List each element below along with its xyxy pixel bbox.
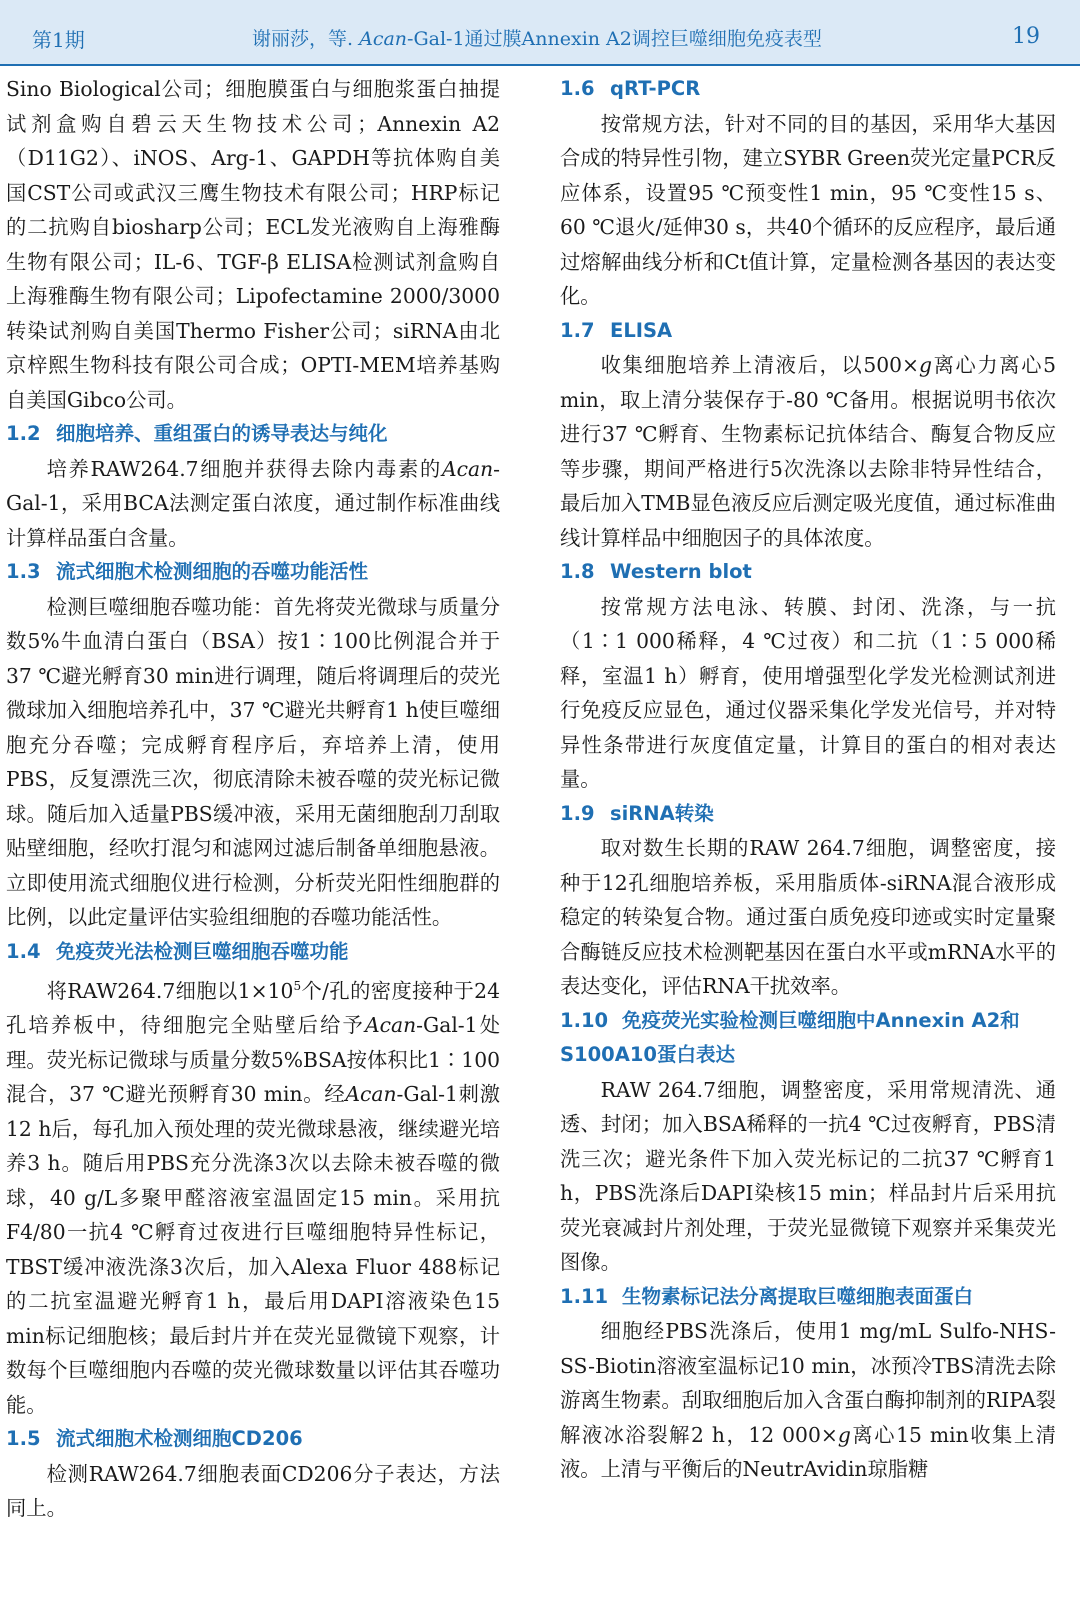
paragraph-1-5: 检测RAW264.7细胞表面CD206分子表达，方法同上。 [6, 1461, 500, 1521]
paragraph-1-7: 收集细胞培养上清液后，以500×g离心力离心5 min，取上清分装保存于-80 ℃备用。根据说明书依次进行37 ℃孵育、生物素标记抗体结合、酶复合物反应等步骤，期间严格进行5次洗涤以去除非特异性结合，最后加入TMB显色液反应后测定吸光度值，通过标准曲线计算样品中细胞因子的具体浓度。 [560, 353, 1056, 550]
paragraph-1-8: 按常规方法电泳、转膜、封闭、洗涤，与一抗（1∶1 000稀释，4 ℃过夜）和二抗（1∶5 000稀释，室温1 h）孵育，使用增强型化学发光检测试剂进行免疫反应显色，通过仪器采集化学发光信号，并对特异性条带进行灰度值定量，计算目的蛋白的相对表达量。 [560, 594, 1056, 791]
paragraph-1-9: 取对数生长期的RAW 264.7细胞，调整密度，接种于12孔细胞培养板，采用脂质体-siRNA混合液形成稳定的转染复合物。通过蛋白质免疫印迹或实时定量聚合酶链反应技术检测靶基因在蛋白水平或mRNA水平的表达变化，评估RNA干扰效率。 [560, 836, 1056, 998]
section-heading-1-4: 1.4 免疫荧光法检测巨噬细胞吞噬功能 [6, 939, 349, 963]
section-heading-1-6: 1.6 qRT-PCR [560, 77, 701, 100]
paragraph-1-4: 将RAW264.7细胞以$1\times 10^5$个/孔的密度接种于24孔培养板中，待细胞完全贴壁后给予Acan-Gal-1处理。荧光标记微球与质量分数5%BSA按体积比1∶100混合，37 ℃避光预孵育30 min。经Acan-Gal-1刺激12 h后，每孔加入预处理的荧光微球悬液，继续避光培养3 h。随后用PBS充分洗涤3次以去除未被吞噬的微球，40 g/L多聚甲醛溶液室温固定15 min。采用抗F4/80一抗4 ℃孵育过夜进行巨噬细胞特异性标记，TBST缓冲液洗涤3次后，加入Alexa Fluor 488标记的二抗室温避光孵育1 h，最后用DAPI溶液染色15 min标记细胞核；最后封片并在荧光显微镜下观察，计数每个巨噬细胞内吞噬的荧光微球数量以评估其吞噬功能。 [6, 978, 500, 1417]
running-header [0, 0, 1080, 66]
paragraph-materials: Sino Biological公司；细胞膜蛋白与细胞浆蛋白抽提试剂盒购自碧云天生物技术公司；Annexin A2（D11G2）、iNOS、Arg-1、GAPDH等抗体购自美国CST公司或武汉三鹰生物技术有限公司；HRP标记的二抗购自biosharp公司；ECL发光液购自上海雅酶生物有限公司；IL-6、TGF-β ELISA检测试剂盒购自上海雅酶生物有限公司；Lipofectamine 2000/3000转染试剂购自美国Thermo Fisher公司；siRNA由北京梓熙生物科技有限公司合成；OPTI-MEM培养基购自美国Gibco公司。 [6, 77, 500, 412]
paragraph-1-11: 细胞经PBS洗涤后，使用1 mg/mL Sulfo-NHS-SS-Biotin溶液室温标记10 min，冰预冷TBS清洗去除游离生物素。刮取细胞后加入含蛋白酶抑制剂的RIPA裂解液冰浴裂解2 h，12 000×g离心15 min收集上清液。上清与平衡后的NeutrAvidin琼脂糖 [560, 1319, 1056, 1481]
paragraph-1-6: 按常规方法，针对不同的目的基因，采用华大基因合成的特异性引物，建立SYBR Green荧光定量PCR反应体系，设置95 ℃预变性1 min，95 ℃变性15 s、60 ℃退火/延伸30 s，共40个循环的反应程序，最后通过熔解曲线分析和Ct值计算，定量检测各基因的表达变化。 [560, 111, 1056, 308]
section-heading-1-5: 1.5 流式细胞术检测细胞CD206 [6, 1427, 303, 1451]
paragraph-1-2: 培养RAW264.7细胞并获得去除内毒素的Acan-Gal-1，采用BCA法测定蛋白浓度，通过制作标准曲线计算样品蛋白含量。 [6, 456, 500, 550]
issue-label: 第1期 [32, 28, 85, 52]
section-heading-1-10: 1.10 免疫荧光实验检测巨噬细胞中Annexin A2和S100A10蛋白表达 [560, 1008, 1020, 1066]
right-column [560, 72, 1056, 1487]
section-heading-1-3: 1.3 流式细胞术检测细胞的吞噬功能活性 [6, 560, 369, 583]
section-heading-1-11: 1.11 生物素标记法分离提取巨噬细胞表面蛋白 [560, 1284, 974, 1308]
section-heading-1-2: 1.2 细胞培养、重组蛋白的诱导表达与纯化 [6, 422, 388, 445]
left-column [6, 72, 500, 1526]
page-number: 19 [1012, 24, 1040, 49]
section-heading-1-8: 1.8 Western blot [560, 560, 752, 583]
paragraph-1-3: 检测巨噬细胞吞噬功能：首先将荧光微球与质量分数5%牛血清白蛋白（BSA）按1∶100比例混合并于37 ℃避光孵育30 min进行调理，随后将调理后的荧光微球加入细胞培养孔中，37 ℃避光共孵育1 h使巨噬细胞充分吞噬；完成孵育程序后，弃培养上清，使用PBS，反复漂洗三次，彻底清除未被吞噬的荧光标记微球。随后加入适量PBS缓冲液，采用无菌细胞刮刀刮取贴壁细胞，经吹打混匀和滤网过滤后制备单细胞悬液。立即使用流式细胞仪进行检测，分析荧光阳性细胞群的比例，以此定量评估实验组细胞的吞噬功能活性。 [6, 594, 500, 929]
running-title: 谢丽莎，等. Acan-Gal-1通过膜Annexin A2调控巨噬细胞免疫表型 [252, 28, 822, 50]
paragraph-1-10: RAW 264.7细胞，调整密度，采用常规清洗、通透、封闭；加入BSA稀释的一抗4 ℃过夜孵育，PBS清洗三次；避光条件下加入荧光标记的二抗37 ℃孵育1 h，PBS洗涤后DAPI染核15 min；样品封片后采用抗荧光衰减封片剂处理，于荧光显微镜下观察并采集荧光图像。 [560, 1077, 1056, 1274]
section-heading-1-7: 1.7 ELISA [560, 318, 673, 342]
section-heading-1-9: 1.9 siRNA转染 [560, 801, 714, 825]
